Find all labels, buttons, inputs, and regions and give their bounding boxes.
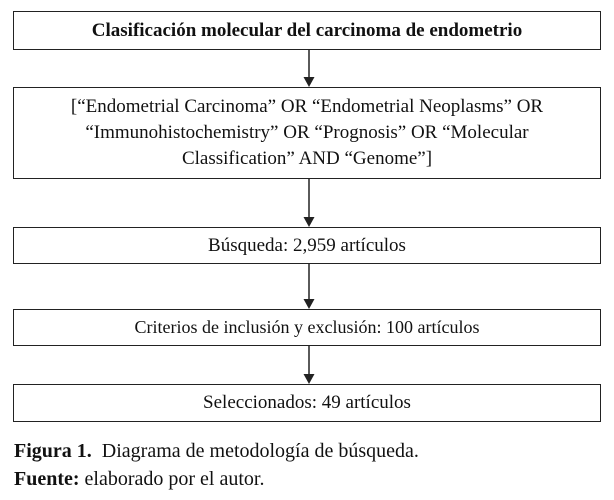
arrow-down-icon [302, 50, 316, 87]
criteria-box [13, 309, 601, 346]
query-line-3: Classification” AND “Genome”] [181, 148, 433, 169]
query-line-1: [“Endometrial Carcinoma” OR “Endometrial Neoplasms” OR [70, 96, 544, 117]
source-label: Fuente: [14, 468, 80, 490]
query-line-2: “Immunohistochemistry” OR “Prognosis” OR “Molecular [85, 122, 529, 143]
source-caption [14, 468, 264, 491]
arrow-down-icon [302, 346, 316, 384]
figure-text: Diagrama de metodología de búsqueda. [101, 440, 419, 462]
selected-box [13, 384, 601, 422]
title-box-text: Clasificación molecular del carcinoma de endometrio [91, 19, 523, 41]
arrow-down-icon [302, 264, 316, 309]
arrow-down-icon [302, 179, 316, 227]
search-results-box [13, 227, 601, 264]
search-results-text: Búsqueda: 2,959 artículos [208, 234, 406, 256]
figure-label: Figura 1. [14, 440, 92, 462]
source-text: elaborado por el autor. [84, 468, 265, 490]
selected-text: Seleccionados: 49 artículos [203, 392, 411, 413]
search-query-box [13, 87, 601, 179]
title-box [13, 11, 601, 50]
criteria-text: Criterios de inclusión y exclusión: 100 artículos [134, 317, 480, 337]
figure-caption [14, 440, 419, 463]
